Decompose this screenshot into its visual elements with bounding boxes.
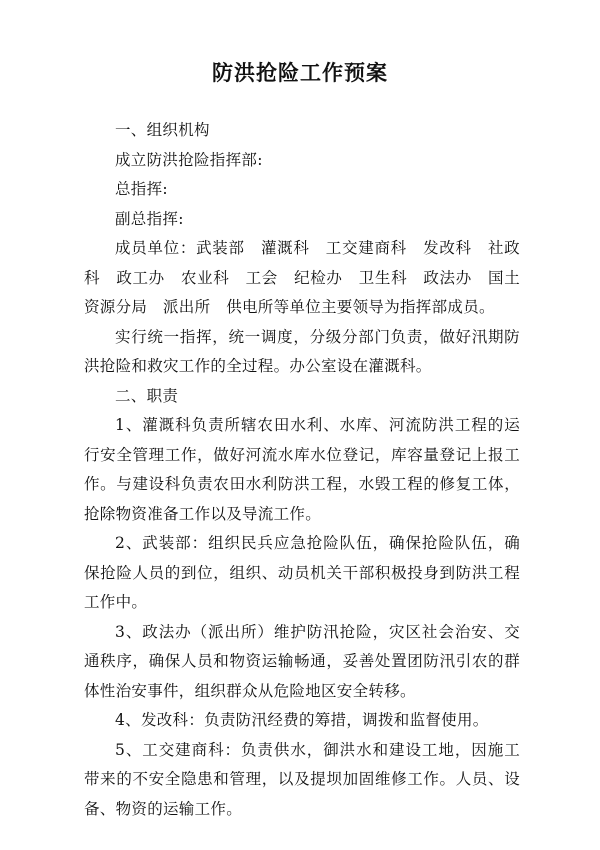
paragraph-duty-3: 3、政法办（派出所）维护防汛抢险，灾区社会治安、交通秩序，确保人员和物资运输畅通，妥善处置团防汛引农的群体性治安事件，组织群众从危险地区安全转移。 (84, 622, 520, 700)
paragraph-duty-1: 1、灌溉科负责所辖农田水利、水库、河流防洪工程的运行安全管理工作，做好河流水库水位登记，库容量登记上报工作。与建设科负责农田水利防洪工程，水毁工程的修复工体，抢除物资准备工作以及导流工作。 (84, 416, 520, 523)
section-heading-organization: 一、组织机构 (115, 121, 210, 139)
paragraph-headquarters: 成立防洪抢险指挥部: (115, 150, 263, 169)
paragraph-unified-command: 实行统一指挥，统一调度，分级分部门负责，做好汛期防洪抢险和救灾工作的全过程。办公室设在灌溉科。 (84, 327, 520, 375)
paragraph-member-units: 成员单位：武装部 灌溉科 工交建商科 发改科 社政科 政工办 农业科 工会 纪检办 卫生科 政法办 国土资源分局 派出所 供电所等单位主要领导为指挥部成员。 (84, 239, 520, 316)
document-title: 防洪抢险工作预案 (212, 61, 388, 85)
paragraph-deputy-commander: 副总指挥: (115, 209, 184, 228)
paragraph-commander: 总指挥: (115, 180, 168, 198)
paragraph-duty-5: 5、工交建商科：负责供水，御洪水和建设工地，因施工带来的不安全隐患和管理，以及提坝加固维修工作。人员、设备、物资的运输工作。 (84, 740, 520, 818)
section-heading-duties: 二、职责 (115, 386, 179, 405)
paragraph-duty-2: 2、武装部：组织民兵应急抢险队伍，确保抢险队伍，确保抢险人员的到位，组织、动员机关干部积极投身到防洪工程工作中。 (84, 534, 520, 611)
paragraph-duty-4: 4、发改科：负责防汛经费的筹措，调拨和监督使用。 (115, 711, 489, 729)
document-body (84, 116, 520, 824)
